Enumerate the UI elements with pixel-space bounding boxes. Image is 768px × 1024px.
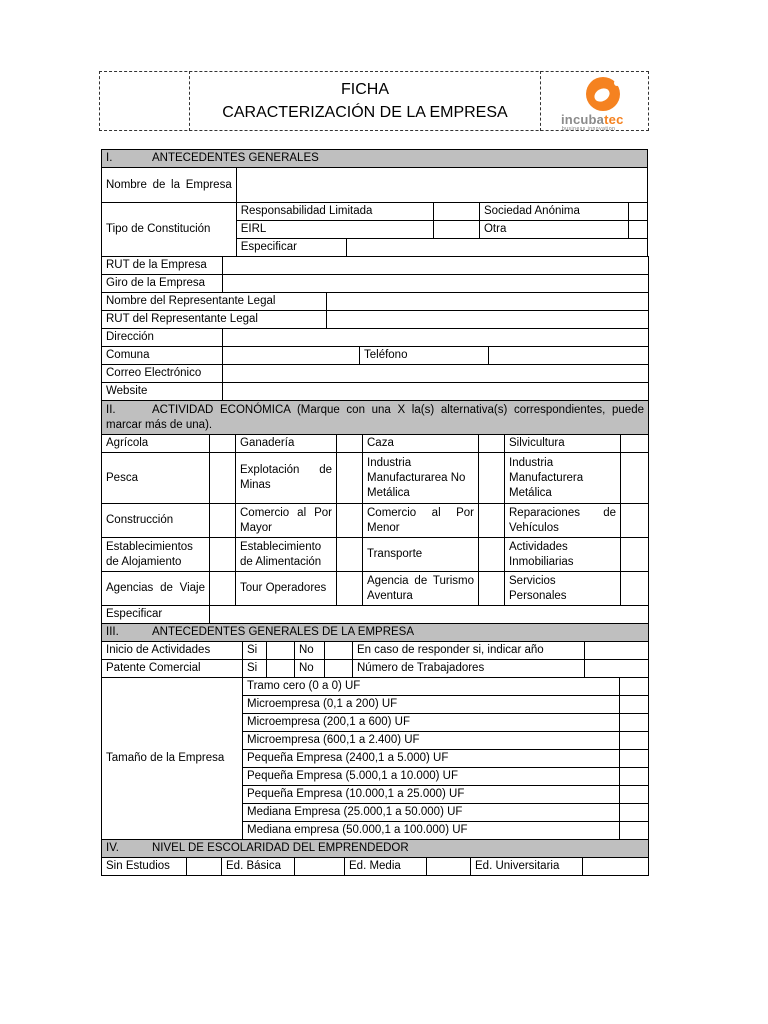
rut-empresa-label: RUT de la Empresa <box>102 257 223 275</box>
section-antecedentes-generales <box>101 149 648 257</box>
actividad-check[interactable] <box>479 435 505 453</box>
section-1-contact <box>101 256 649 293</box>
actividad-check[interactable] <box>210 504 236 538</box>
actividad-check[interactable] <box>337 572 363 606</box>
form-title <box>189 71 541 131</box>
actividad-check[interactable] <box>337 435 363 453</box>
actividad-label: Caza <box>363 435 479 453</box>
giro-field[interactable] <box>223 275 649 293</box>
actividad-check[interactable] <box>621 453 649 504</box>
actividad-check[interactable] <box>479 504 505 538</box>
section-actividad-economica <box>101 400 649 624</box>
giro-label: Giro de la Empresa <box>102 275 223 293</box>
comuna-label: Comuna <box>102 347 223 365</box>
tamano-check[interactable] <box>620 714 649 732</box>
incubatec-logo <box>561 75 647 132</box>
actividad-check[interactable] <box>621 435 649 453</box>
indicar-anio-field[interactable] <box>585 642 649 660</box>
escolaridad-option: Ed. Básica <box>222 858 295 876</box>
num-trabajadores-label: Número de Trabajadores <box>353 660 585 678</box>
telefono-field[interactable] <box>489 347 649 365</box>
escolaridad-option: Sin Estudios <box>102 858 187 876</box>
section-1-header <box>102 150 648 168</box>
tamano-check[interactable] <box>620 678 649 696</box>
tipo-option-otra: Otra <box>479 221 628 239</box>
section-2-header <box>102 401 649 435</box>
website-label: Website <box>102 383 223 401</box>
section-1-title: ANTECEDENTES GENERALES <box>152 152 319 164</box>
section-2-num: II. <box>106 403 116 416</box>
escolaridad-check[interactable] <box>295 858 345 876</box>
nombre-rep-label: Nombre del Representante Legal <box>102 293 327 311</box>
actividad-label: Servicios Personales <box>505 572 621 606</box>
actividad-check[interactable] <box>337 538 363 572</box>
actividad-check[interactable] <box>210 538 236 572</box>
tamano-check[interactable] <box>620 786 649 804</box>
actividad-check[interactable] <box>479 572 505 606</box>
tipo-check-otra[interactable] <box>628 221 647 239</box>
actividad-label: Pesca <box>102 453 210 504</box>
comuna-field[interactable] <box>223 347 360 365</box>
rut-rep-label: RUT del Representante Legal <box>102 311 327 329</box>
escolaridad-option: Ed. Universitaria <box>471 858 583 876</box>
patente-si-check[interactable] <box>267 660 295 678</box>
section-1-num: I. <box>106 152 113 164</box>
actividad-check[interactable] <box>621 572 649 606</box>
logo-tagline: business innovation <box>562 126 616 132</box>
patente-comercial-label: Patente Comercial <box>102 660 243 678</box>
actividad-label: Comercio al Por Menor <box>363 504 479 538</box>
actividad-especificar-label: Especificar <box>102 606 210 624</box>
tipo-especificar-label: Especificar <box>236 239 347 257</box>
nombre-empresa-label: Nombre de la Empresa <box>102 168 237 203</box>
tamano-option: Microempresa (600,1 a 2.400) UF <box>243 732 620 750</box>
rut-empresa-field[interactable] <box>223 257 649 275</box>
section-3-num: III. <box>106 626 119 638</box>
tamano-option: Mediana Empresa (25.000,1 a 50.000) UF <box>243 804 620 822</box>
website-field[interactable] <box>223 383 649 401</box>
actividad-label: Construcción <box>102 504 210 538</box>
actividad-label: Agencia de Turismo Aventura <box>363 572 479 606</box>
tamano-check[interactable] <box>620 750 649 768</box>
actividad-label: Explotación de Minas <box>236 453 337 504</box>
tamano-option: Pequeña Empresa (2400,1 a 5.000) UF <box>243 750 620 768</box>
section-3-header <box>102 624 649 642</box>
tipo-option-ltda: Responsabilidad Limitada <box>236 203 433 221</box>
actividad-label: Industria Manufacturarea No Metálica <box>363 453 479 504</box>
tamano-check[interactable] <box>620 696 649 714</box>
tamano-option: Pequeña Empresa (10.000,1 a 25.000) UF <box>243 786 620 804</box>
tipo-option-sa: Sociedad Anónima <box>479 203 628 221</box>
form-title-line1: FICHA <box>341 81 389 98</box>
tamano-empresa-table <box>101 677 649 840</box>
form-title-line2: CARACTERIZACIÓN DE LA EMPRESA <box>222 104 508 121</box>
section-4-title: NIVEL DE ESCOLARIDAD DEL EMPRENDEDOR <box>152 842 409 854</box>
form-header <box>99 71 649 131</box>
section-3-title: ANTECEDENTES GENERALES DE LA EMPRESA <box>152 626 415 638</box>
section-4-num: IV. <box>106 842 120 854</box>
section-1-direccion <box>101 328 649 401</box>
logo-swirl-icon <box>561 75 647 115</box>
patente-no-check[interactable] <box>325 660 353 678</box>
tamano-option: Microempresa (0,1 a 200) UF <box>243 696 620 714</box>
num-trabajadores-field[interactable] <box>585 660 649 678</box>
tamano-option: Tramo cero (0 a 0) UF <box>243 678 620 696</box>
actividad-check[interactable] <box>337 453 363 504</box>
actividad-label: Agrícola <box>102 435 210 453</box>
actividad-check[interactable] <box>621 504 649 538</box>
tamano-check[interactable] <box>620 732 649 750</box>
escolaridad-check[interactable] <box>583 858 649 876</box>
rut-rep-field[interactable] <box>327 311 649 329</box>
section-2-title: ACTIVIDAD ECONÓMICA (Marque con una X la(s) alternativa(s) correspondientes, puede marcar más de una). <box>106 403 644 431</box>
tamano-check[interactable] <box>620 768 649 786</box>
actividad-check[interactable] <box>479 538 505 572</box>
tipo-constitucion-label: Tipo de Constitución <box>102 203 237 257</box>
direccion-label: Dirección <box>102 329 223 347</box>
actividad-label: Industria Manufacturera Metálica <box>505 453 621 504</box>
tamano-option: Mediana empresa (50.000,1 a 100.000) UF <box>243 822 620 840</box>
tipo-especificar-field[interactable] <box>347 239 648 257</box>
nombre-empresa-field[interactable] <box>236 168 647 203</box>
actividad-check[interactable] <box>210 453 236 504</box>
actividad-check[interactable] <box>621 538 649 572</box>
section-antecedentes-empresa <box>101 623 649 678</box>
inicio-si-label: Si <box>243 642 267 660</box>
escolaridad-option: Ed. Media <box>345 858 427 876</box>
section-4-header <box>102 840 649 858</box>
telefono-label: Teléfono <box>360 347 489 365</box>
inicio-actividades-label: Inicio de Actividades <box>102 642 243 660</box>
actividad-check[interactable] <box>479 453 505 504</box>
direccion-field[interactable] <box>223 329 649 347</box>
tipo-option-eirl: EIRL <box>236 221 433 239</box>
actividad-label: Agencias de Viaje <box>102 572 210 606</box>
tamano-option: Pequeña Empresa (5.000,1 a 10.000) UF <box>243 768 620 786</box>
correo-label: Correo Electrónico <box>102 365 223 383</box>
actividad-label: Establecimiento de Alimentación <box>236 538 337 572</box>
actividad-check[interactable] <box>210 435 236 453</box>
tamano-check[interactable] <box>620 804 649 822</box>
actividad-label: Silvicultura <box>505 435 621 453</box>
inicio-no-check[interactable] <box>325 642 353 660</box>
actividad-label: Ganadería <box>236 435 337 453</box>
logo-word-gray: incuba <box>561 112 605 127</box>
actividad-especificar-field[interactable] <box>210 606 649 624</box>
section-1-representante <box>101 292 649 329</box>
actividad-label: Transporte <box>363 538 479 572</box>
actividad-label: Establecimientos de Alojamiento <box>102 538 210 572</box>
section-escolaridad <box>101 839 649 876</box>
form-sheet <box>101 149 648 876</box>
actividad-check[interactable] <box>337 504 363 538</box>
logo-word-orange: tec <box>604 112 624 127</box>
actividad-label: Comercio al Por Mayor <box>236 504 337 538</box>
inicio-si-check[interactable] <box>267 642 295 660</box>
patente-si-label: Si <box>243 660 267 678</box>
tipo-check-eirl[interactable] <box>433 221 479 239</box>
nombre-rep-field[interactable] <box>327 293 649 311</box>
actividad-label: Tour Operadores <box>236 572 337 606</box>
tamano-empresa-label: Tamaño de la Empresa <box>102 678 243 840</box>
tipo-check-sa[interactable] <box>628 203 647 221</box>
inicio-no-label: No <box>295 642 325 660</box>
escolaridad-check[interactable] <box>187 858 222 876</box>
actividad-label: Reparaciones de Vehículos <box>505 504 621 538</box>
tipo-check-ltda[interactable] <box>433 203 479 221</box>
escolaridad-check[interactable] <box>427 858 471 876</box>
tamano-option: Microempresa (200,1 a 600) UF <box>243 714 620 732</box>
actividad-label: Actividades Inmobiliarias <box>505 538 621 572</box>
indicar-anio-label: En caso de responder si, indicar año <box>353 642 585 660</box>
logo-wordmark <box>561 112 624 127</box>
actividad-check[interactable] <box>210 572 236 606</box>
tamano-check[interactable] <box>620 822 649 840</box>
patente-no-label: No <box>295 660 325 678</box>
correo-field[interactable] <box>223 365 649 383</box>
